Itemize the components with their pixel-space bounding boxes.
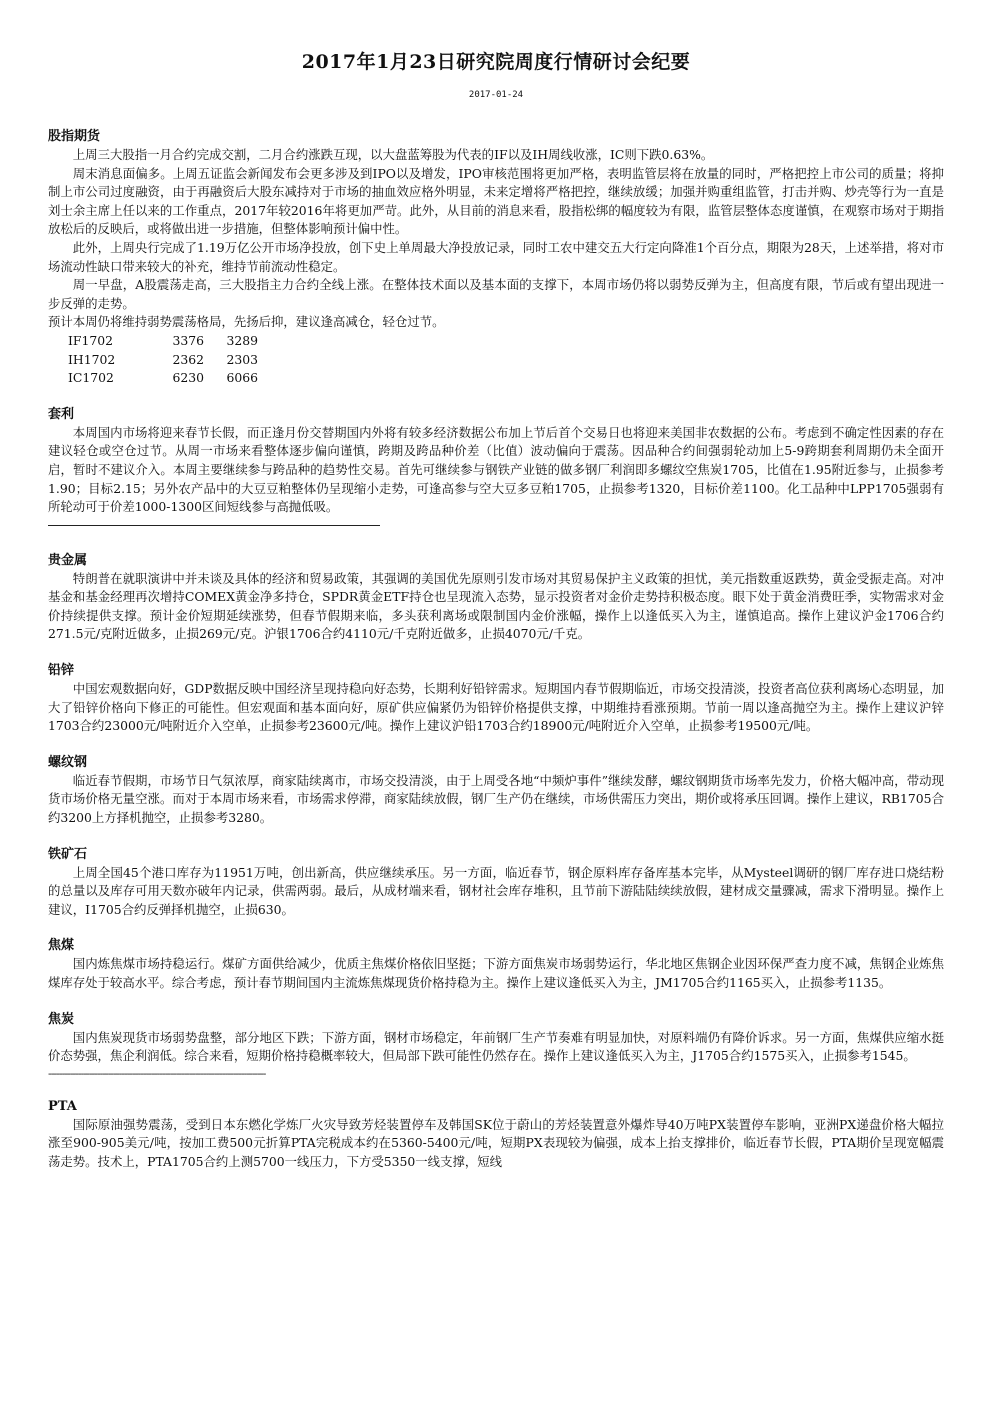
contract-value: 6066	[226, 370, 258, 386]
section-title: 贵金属	[48, 552, 88, 568]
paragraph: 特朗普在就职演讲中并未谈及具体的经济和贸易政策，其强调的美国优先原则引发市场对其贸易保护主义政策的担忧，美元指数重返跌势，黄金受振走高。对冲基金和基金经理再次增持COMEX黄金净多持仓，SPDR黄金ETF持仓也呈现流入态势，显示投资者对金价走势持积极态度。眼下处于黄金消费旺季，实物需求对金价持续提供支撑。预计金价短期延续涨势，但春节假期来临，多头获利离场或限制国内金价涨幅，操作上以逢低买入为主，谨慎追高。操作上建议沪金1706合约271.5元/克附近做多，止损269元/克。沪银1706合约4110元/千克附近做多，止损4070元/千克。	[48, 570, 944, 642]
quote-row	[48, 351, 944, 370]
section-coking-coal	[48, 937, 944, 992]
publish-date: 2017-01-24	[468, 90, 524, 100]
section-title: PTA	[48, 1098, 77, 1114]
quote-row	[48, 369, 944, 388]
section-coke	[48, 1011, 944, 1080]
paragraph: 预计本周仍将维持弱势震荡格局，先扬后抑，建议逢高减仓，轻仓过节。	[48, 314, 445, 330]
paragraph: 此外，上周央行完成了1.19万亿公开市场净投放，创下史上单周最大净投放记录，同时工农中建交五大行定向降准1个百分点，期限为28天，上述举措，将对市场流动性缺口带来较大的补充，维持节前流动性稳定。	[48, 239, 944, 274]
paragraph: 临近春节假期，市场节日气氛浓厚，商家陆续离市，市场交投清淡，由于上周受各地“中频炉事件”继续发酵，螺纹钢期货市场率先发力，价格大幅冲高，带动现货市场价格无量空涨。而对于本周市场来看，市场需求停滞，商家陆续放假，钢厂生产仍在继续，市场供需压力突出，期价或将承压回调。操作上建议，RB1705合约3200上方择机抛空，止损参考3280。	[48, 772, 944, 826]
contract-value: 3376	[172, 332, 204, 348]
section-title: 螺纹钢	[48, 754, 88, 770]
section-rebar	[48, 754, 944, 828]
page-title: 2017年1月23日研究院周度行情研讨会纪要	[301, 51, 691, 73]
contract-value: 2362	[172, 351, 204, 367]
section-divider: --------------------------------------------------------------------------------	[48, 1067, 266, 1080]
section-arbitrage	[48, 406, 944, 526]
contract-value: 6230	[172, 370, 204, 386]
contract-quote-list	[48, 332, 944, 388]
paragraph: 上周三大股指一月合约完成交割，二月合约涨跌互现，以大盘蓝筹股为代表的IF以及IH周线收涨，IC则下跌0.63%。	[72, 147, 714, 162]
contract-value: 2303	[226, 351, 258, 367]
section-iron-ore	[48, 846, 944, 920]
section-lead-zinc	[48, 662, 944, 736]
paragraph: 国际原油强势震荡，受到日本东燃化学炼厂火灾导致芳烃装置停车及韩国SK位于蔚山的芳烃装置意外爆炸导40万吨PX装置停车影响，亚洲PX递盘价格大幅拉涨至900-905美元/吨，按加工费500元折算PTA完税成本约在5360-5400元/吨，短期PX表现较为偏强，成本上抬支撑排价，临近春节长假，PTA期价呈现宽幅震荡走势。技术上，PTA1705合约上测5700一线压力，下方受5350一线支撑，短线	[48, 1116, 944, 1169]
quote-row	[48, 332, 944, 351]
paragraph: 上周全国45个港口库存为11951万吨，创出新高，供应继续承压。另一方面，临近春节，钢企原料库存备库基本完毕，从Mysteel调研的钢厂库存进口烧结粉的总量以及库存可用天数亦破年内记录，供需两弱。最后，从成材端来看，钢材社会库存堆积，且节前下游陆陆续续放假，建材成交量骤减，需求下滑明显。操作上建议，I1705合约反弹择机抛空，止损630。	[48, 864, 944, 917]
section-precious-metals	[48, 552, 944, 644]
paragraph: 国内炼焦煤市场持稳运行。煤矿方面供给减少，优质主焦煤价格依旧坚挺；下游方面焦炭市场弱势运行，华北地区焦钢企业因环保严查力度不减，焦钢企业炼焦煤库存处于较高水平。综合考虑，预计春节期间国内主流炼焦煤现货价格持稳为主。操作上建议逢低买入为主，JM1705合约1165买入，止损参考1135。	[48, 956, 944, 990]
paragraph: 周末消息面偏多。上周五证监会新闻发布会更多涉及到IPO以及增发，IPO审核范围将更加严格，表明监管层将在放量的同时，严格把控上市公司的质量；将抑制上市公司过度融资，由于再融资后大股东减持对于市场的抽血效应格外明显，未来定增将严格把控，继续放缓；加强并购重组监管，打击并购、炒壳等行为一直是刘士余主席上任以来的工作重点，2017年较2016年将更加严苛。此外，从目前的消息来看，股指松绑的幅度较为有限，监管层整体态度谨慎，在观察市场对于期指放松后的反映后，或将做出进一步措施，但整体影响预计偏中性。	[48, 165, 944, 237]
section-title: 铁矿石	[48, 846, 88, 862]
paragraph: 周一早盘，A股震荡走高，三大股指主力合约全线上涨。在整体技术面以及基本面的支撑下，本周市场仍将以弱势反弹为主，但高度有限，节后或有望出现进一步反弹的走势。	[48, 277, 944, 311]
paragraph: 国内焦炭现货市场弱势盘整，部分地区下跌；下游方面，钢材市场稳定，年前钢厂生产节奏难有明显加快，对原料端仍有降价诉求。另一方面，焦煤供应缩水挺价态势强，焦企利润低。综合来看，短期价格持稳概率较大，但局部下跌可能性仍然存在。操作上建议逢低买入为主，J1705合约1575买入，止损参考1545。	[48, 1029, 944, 1064]
section-stock-index	[48, 128, 944, 388]
section-title: 铅锌	[48, 663, 75, 679]
paragraph: 本周国内市场将迎来春节长假，而正逢月份交替期国内外将有较多经济数据公布加上节后首个交易日也将迎来美国非农数据的公布。考虑到不确定性因素的存在建议轻仓或空仓过节。从周一市场来看整体逐步偏向谨慎，跨期及跨品种价差（比值）波动偏向于震荡。因品种合约间强弱轮动加上5-9跨期套利周期仍未全面开启，暂时不建议介入。本周主要继续参与跨品种的趋势性交易。首先可继续参与钢铁产业链的做多钢厂利润即多螺纹空焦炭1705，比值在1.95附近参与，止损参考1.90；目标2.15；另外农产品中的大豆豆粕整体仍呈现缩小走势，可逢高参与空大豆多豆粕1705，止损参考1320，目标价差1100。化工品种中LPP1705强弱有所轮动可于价差1000-1300区间短线参与高抛低吸。	[48, 424, 944, 515]
section-title: 焦煤	[48, 938, 75, 954]
contract-code: IF1702	[68, 332, 114, 348]
section-title: 焦炭	[48, 1011, 75, 1027]
document-page	[48, 40, 944, 1172]
section-title: 套利	[48, 406, 75, 422]
section-title: 股指期货	[48, 129, 101, 144]
section-divider	[48, 525, 380, 526]
contract-code: IH1702	[68, 351, 116, 367]
contract-value: 3289	[226, 332, 258, 348]
contract-code: IC1702	[68, 370, 114, 386]
section-pta	[48, 1098, 944, 1172]
paragraph: 中国宏观数据向好，GDP数据反映中国经济呈现持稳向好态势，长期利好铅锌需求。短期国内春节假期临近，市场交投清淡，投资者高位获利离场心态明显，加大了铅锌价格向下修正的可能性。但宏观面和基本面向好，原矿供应偏紧仍为铅锌价格提供支撑，中期维持看涨预期。节前一周以逢高抛空为主。操作上建议沪锌1703合约23000元/吨附近介入空单，止损参考23600元/吨。操作上建议沪铅1703合约18900元/吨附近介入空单，止损参考19500元/吨。	[48, 681, 944, 734]
